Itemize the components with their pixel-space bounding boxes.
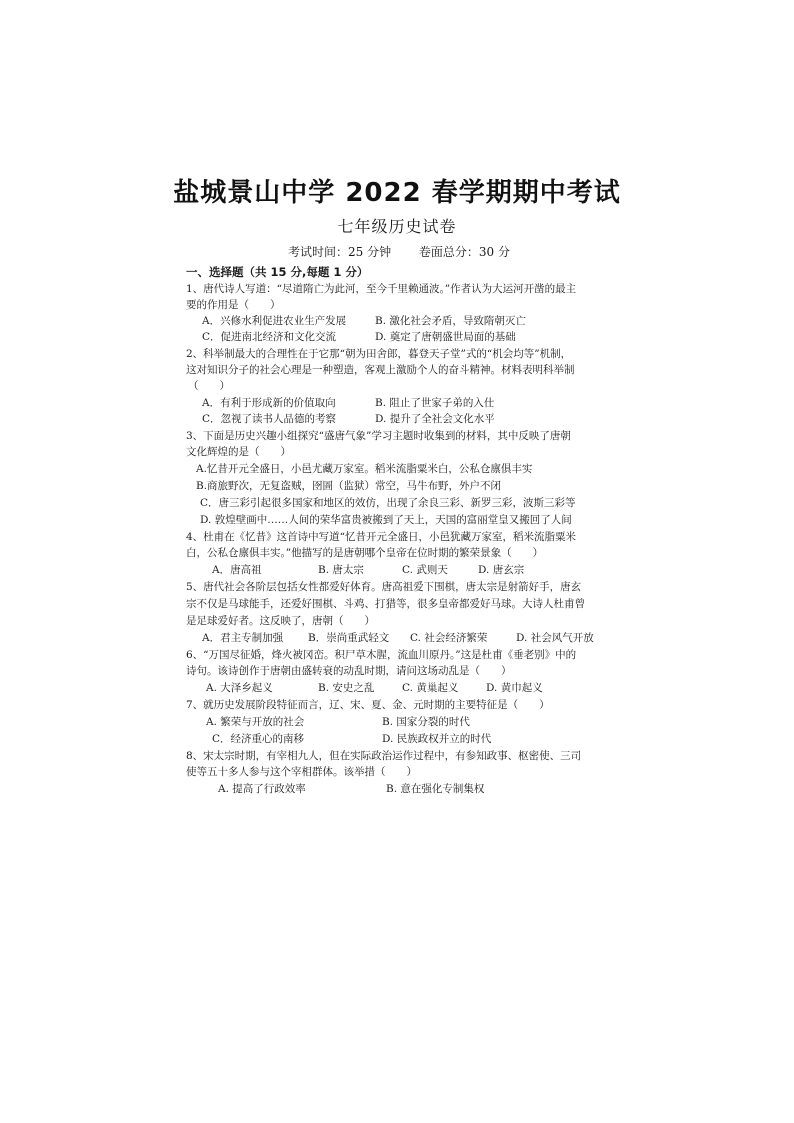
question-3-stem: 文化辉煌的是（ ） [186,446,291,458]
question-1-stem: 要的作用是（ ） [186,299,281,311]
question-7-option-d: D. 民族政权并立的时代 [382,733,492,745]
question-5-stem: 宗不仅是马球能手，还爱好围棋、斗鸡、打猎等，很多皇帝都爱好马球。大诗人杜甫曾 [186,598,585,610]
question-7-option-b: B. 国家分裂的时代 [382,716,470,728]
question-1-stem: 1、唐代诗人写道：“尽道隋亡为此河，至今千里赖通波。”作者认为大运河开凿的最主 [186,283,577,295]
question-4-stem: 4、杜甫在《忆昔》这首诗中写道“忆昔开元全盛日，小邑犹藏万家室，稻米流脂粟米 [186,531,577,543]
question-5-option-c: C. 社会经济繁荣 [410,632,488,644]
question-6-option-b: B. 安史之乱 [318,682,375,694]
question-5-option-b: B．崇尚重武轻文 [308,632,390,644]
question-3-option-d: D. 敦煌壁画中……人间的荣华富贵被搬到了天上，天国的富丽堂皇又搬回了人间 [200,514,572,526]
question-1-option-d: D. 奠定了唐朝盛世局面的基础 [375,331,516,343]
exam-title: 盐城景山中学 2022 春学期期中考试 [173,178,621,208]
question-5-option-a: A．君主专制加强 [202,632,284,644]
question-3-option-c: C．唐三彩引起很多国家和地区的效仿，出现了余良三彩、新罗三彩，波斯三彩等 [200,497,576,509]
paper-subtitle: 七年级历史试卷 [337,217,457,236]
question-3-option-a: A.忆昔开元全盛日，小邑尤藏万家室。稻米流脂粟米白，公私仓廪俱丰实 [196,463,533,475]
question-6-option-a: A. 大泽乡起义 [206,682,273,694]
question-1-option-a: A．兴修水利促进农业生产发展 [202,315,347,327]
question-5-stem: 5、唐代社会各阶层包括女性都爱好体育。唐高祖爱下围棋，唐太宗是射箭好手，唐玄 [186,581,582,593]
question-2-stem: 这对知识分子的社会心理是一种塑造，客观上激励个人的奋斗精神。材料表明科举制 [186,364,575,376]
question-4-option-b: B. 唐太宗 [318,564,364,576]
question-1-option-b: B. 激化社会矛盾，导致隋朝灭亡 [375,315,526,327]
question-8-option-a: A. 提高了行政效率 [218,783,306,795]
question-5-option-d: D. 社会风气开放 [516,632,594,644]
question-3-option-b: B.商旅野次，无复盗贼，囹圄（监狱）常空，马牛布野，外户不闭 [196,480,502,492]
exam-meta [288,243,510,260]
question-1-option-c: C．促进南北经济和文化交流 [202,331,337,343]
question-2-option-c: C．忽视了读书人品德的考察 [202,413,337,425]
question-2-stem: 2、科举制最大的合理性在于它那“朝为田舍郎，暮登天子堂”式的“机会均等”机制， [186,348,572,360]
question-4-option-a: A．唐高祖 [212,564,262,576]
question-7-stem: 7、就历史发展阶段特征而言，辽、宋、夏、金、元时期的主要特征是（ ） [186,699,550,711]
question-6-option-c: C. 黄巢起义 [402,682,459,694]
question-8-stem: 使等五十多人参与这个宰相群体。该举措（ ） [186,766,417,778]
question-6-stem: 6、“万国尽征婚，烽火被冈峦。积尸草木腥，流血川原丹。”这是杜甫《垂老别》中的 [186,649,577,661]
question-6-stem: 诗句。该诗创作于唐朝由盛转衰的动乱时期，请问这场动乱是（ ） [186,665,512,677]
question-2-option-a: A．有利于形成新的价值取向 [202,397,336,409]
question-8-option-b: B. 意在强化专制集权 [386,783,485,795]
question-2-option-b: B. 阻止了世家子弟的入仕 [375,397,495,409]
exam-time: 考试时间：25 分钟 [288,245,392,259]
section-heading: 一、选择题（共 15 分,每题 1 分） [186,265,369,279]
question-4-stem: 白，公私仓廪俱丰实。”他描写的是唐朝哪个皇帝在位时期的繁荣景象（ ） [186,547,544,559]
question-2-option-d: D. 提升了全社会文化水平 [375,413,495,425]
question-3-stem: 3、下面是历史兴趣小组探究“盛唐气象”学习主题时收集到的材料，其中反映了唐朝 [186,430,571,442]
question-5-stem: 是足球爱好者。这反映了，唐朝（ ） [186,615,375,627]
question-4-option-c: C. 武则天 [402,564,448,576]
question-2-stem: （ ） [188,380,230,392]
question-6-option-d: D. 黄巾起义 [486,682,543,694]
question-7-option-c: C．经济重心的南移 [212,733,305,745]
question-4-option-d: D. 唐玄宗 [478,564,525,576]
total-score: 卷面总分：30 分 [418,245,511,259]
question-8-stem: 8、宋太宗时期，有宰相九人，但在实际政治运作过程中，有参知政事、枢密使、三司 [186,750,582,762]
question-7-option-a: A. 繁荣与开放的社会 [206,716,305,728]
